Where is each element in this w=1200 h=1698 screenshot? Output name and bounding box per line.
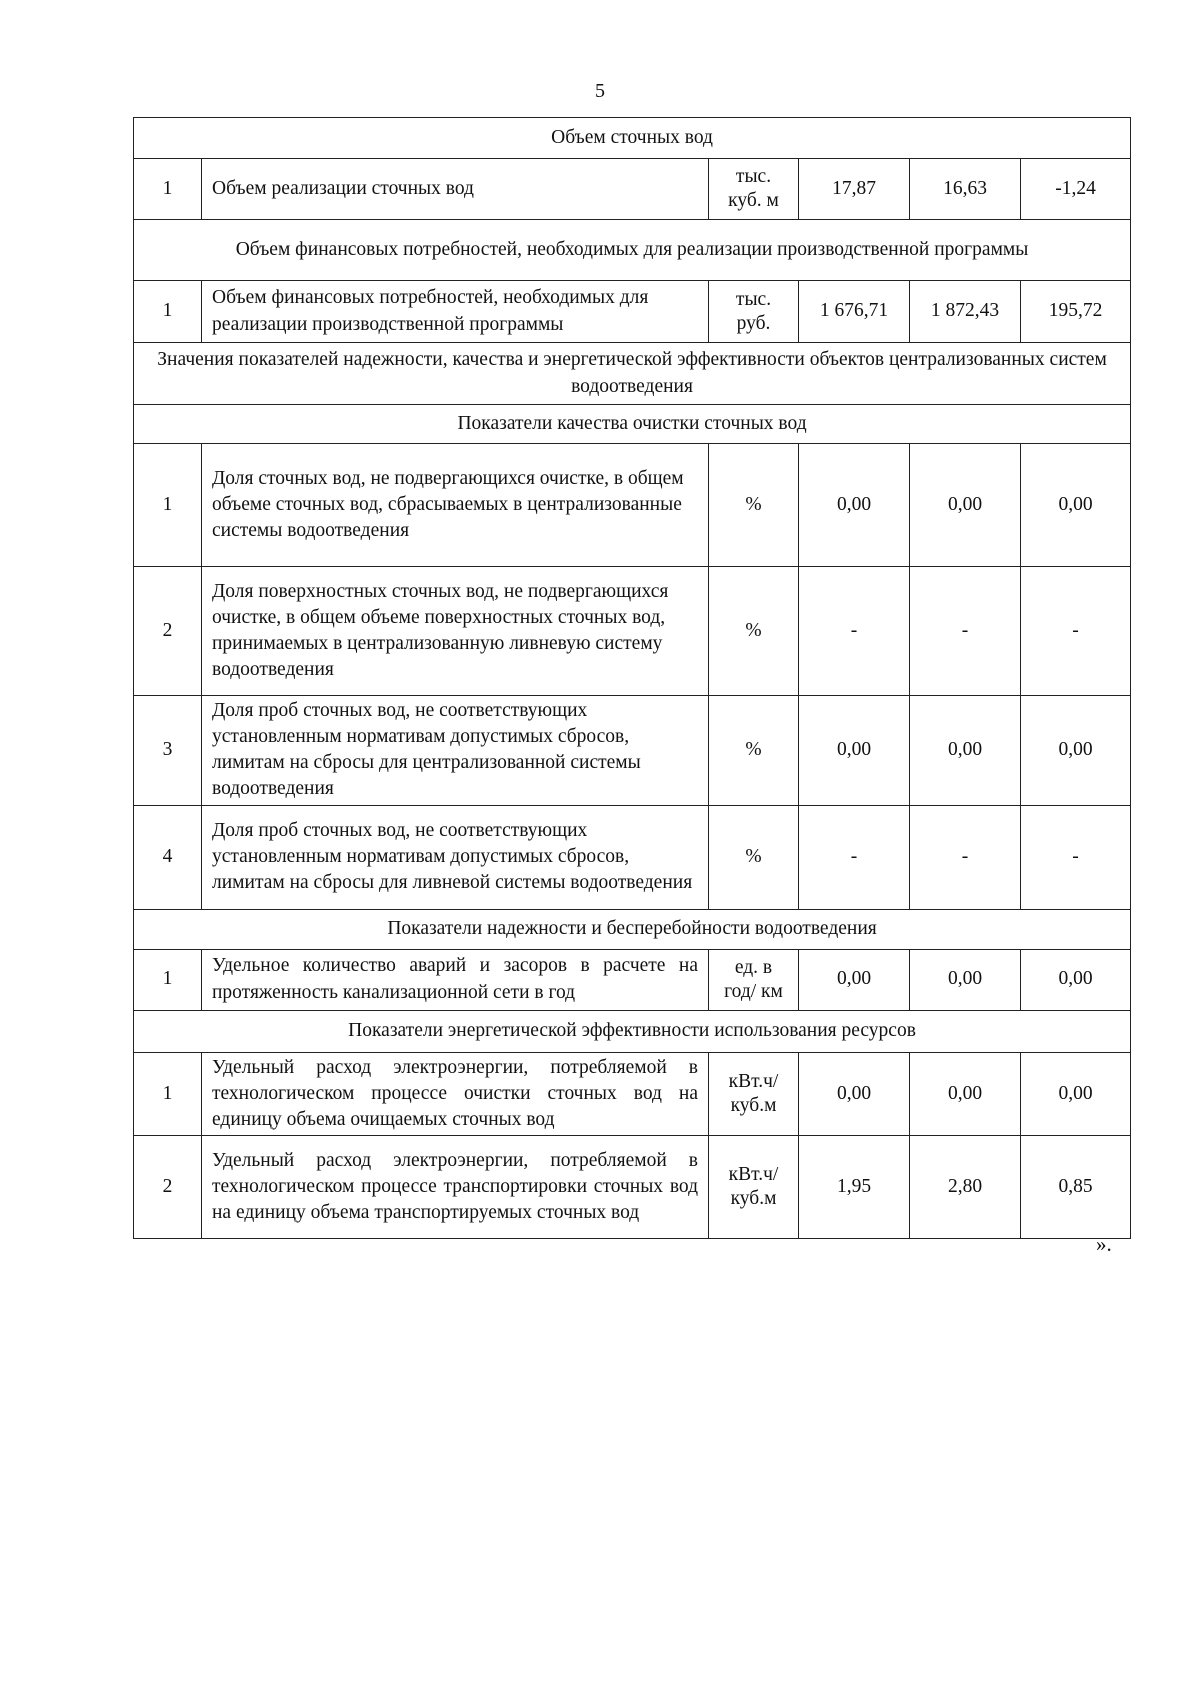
unit-of-measure: % <box>709 444 799 567</box>
section-header-row <box>134 1010 1131 1052</box>
value-cell: - <box>799 567 910 696</box>
indicator-name: Доля проб сточных вод, не соответствующих установленным нормативам допустимых сбросов, лимитам на сбросы для ливневой системы водоотведения <box>202 805 709 909</box>
value-cell: 0,00 <box>910 696 1021 806</box>
table-row <box>134 949 1131 1010</box>
table-row <box>134 696 1131 806</box>
indicator-name: Удельное количество аварий и засоров в расчете на протяженность канализационной сети в год <box>202 949 709 1010</box>
page-number: 5 <box>595 80 605 102</box>
table-row <box>134 281 1131 343</box>
value-cell: 1,95 <box>799 1135 910 1238</box>
section-title: Объем сточных вод <box>134 118 1131 159</box>
value-cell: 0,00 <box>799 1052 910 1135</box>
unit-of-measure: тыс. куб. м <box>709 159 799 220</box>
section-header-row <box>134 909 1131 949</box>
section-title: Показатели качества очистки сточных вод <box>134 405 1131 444</box>
table-row <box>134 1135 1131 1238</box>
indicator-name: Удельный расход электроэнергии, потребляемой в технологическом процессе очистки сточных вод на единицу объема очищаемых сточных вод <box>202 1052 709 1135</box>
unit-of-measure: тыс. руб. <box>709 281 799 343</box>
row-number: 1 <box>134 444 202 567</box>
section-title: Показатели надежности и бесперебойности водоотведения <box>134 909 1131 949</box>
unit-of-measure: кВт.ч/ куб.м <box>709 1052 799 1135</box>
table-body <box>134 118 1131 1239</box>
unit-of-measure: % <box>709 567 799 696</box>
value-cell: 0,00 <box>799 949 910 1010</box>
row-number: 2 <box>134 567 202 696</box>
value-cell: 17,87 <box>799 159 910 220</box>
value-cell: 0,00 <box>799 696 910 806</box>
row-number: 3 <box>134 696 202 806</box>
value-cell: 2,80 <box>910 1135 1021 1238</box>
section-header-row <box>134 343 1131 405</box>
value-cell: 0,85 <box>1021 1135 1131 1238</box>
table-row <box>134 567 1131 696</box>
row-number: 1 <box>134 281 202 343</box>
table-row <box>134 159 1131 220</box>
value-cell: - <box>799 805 910 909</box>
indicator-name: Доля сточных вод, не подвергающихся очистке, в общем объеме сточных вод, сбрасываемых в централизованные системы водоотведения <box>202 444 709 567</box>
value-cell: 0,00 <box>799 444 910 567</box>
section-title: Значения показателей надежности, качества и энергетической эффективности объектов централизованных систем водоотведения <box>134 343 1131 405</box>
value-cell: - <box>910 805 1021 909</box>
value-cell: 0,00 <box>1021 1052 1131 1135</box>
value-cell: 1 676,71 <box>799 281 910 343</box>
indicator-name: Удельный расход электроэнергии, потребляемой в технологическом процессе транспортировки сточных вод на единицу объема транспортируемых сточных вод <box>202 1135 709 1238</box>
value-cell: 1 872,43 <box>910 281 1021 343</box>
indicator-name: Доля проб сточных вод, не соответствующих установленным нормативам допустимых сбросов, лимитам на сбросы для централизованной системы водоотведения <box>202 696 709 806</box>
value-cell: 0,00 <box>910 949 1021 1010</box>
row-number: 1 <box>134 949 202 1010</box>
unit-of-measure: % <box>709 696 799 806</box>
row-number: 2 <box>134 1135 202 1238</box>
value-cell: 0,00 <box>1021 696 1131 806</box>
section-title: Показатели энергетической эффективности использования ресурсов <box>134 1010 1131 1052</box>
row-number: 1 <box>134 159 202 220</box>
closing-quote: ». <box>1096 1232 1112 1256</box>
section-header-row <box>134 405 1131 444</box>
indicator-name: Объем финансовых потребностей, необходимых для реализации производственной программы <box>202 281 709 343</box>
value-cell: - <box>1021 805 1131 909</box>
value-cell: 0,00 <box>1021 949 1131 1010</box>
value-cell: 0,00 <box>910 1052 1021 1135</box>
row-number: 1 <box>134 1052 202 1135</box>
value-cell: 0,00 <box>1021 444 1131 567</box>
value-cell: - <box>1021 567 1131 696</box>
value-cell: 195,72 <box>1021 281 1131 343</box>
indicator-name: Доля поверхностных сточных вод, не подвергающихся очистке, в общем объеме поверхностных сточных вод, принимаемых в централизованную ливневую систему водоотведения <box>202 567 709 696</box>
value-cell: - <box>910 567 1021 696</box>
table-row <box>134 444 1131 567</box>
table-row <box>134 805 1131 909</box>
indicators-table <box>133 117 1131 1239</box>
value-cell: 16,63 <box>910 159 1021 220</box>
unit-of-measure: ед. в год/ км <box>709 949 799 1010</box>
section-header-row <box>134 220 1131 281</box>
indicator-name: Объем реализации сточных вод <box>202 159 709 220</box>
unit-of-measure: кВт.ч/ куб.м <box>709 1135 799 1238</box>
unit-of-measure: % <box>709 805 799 909</box>
value-cell: 0,00 <box>910 444 1021 567</box>
row-number: 4 <box>134 805 202 909</box>
value-cell: -1,24 <box>1021 159 1131 220</box>
table-row <box>134 1052 1131 1135</box>
section-title: Объем финансовых потребностей, необходимых для реализации производственной программы <box>134 220 1131 281</box>
section-header-row <box>134 118 1131 159</box>
